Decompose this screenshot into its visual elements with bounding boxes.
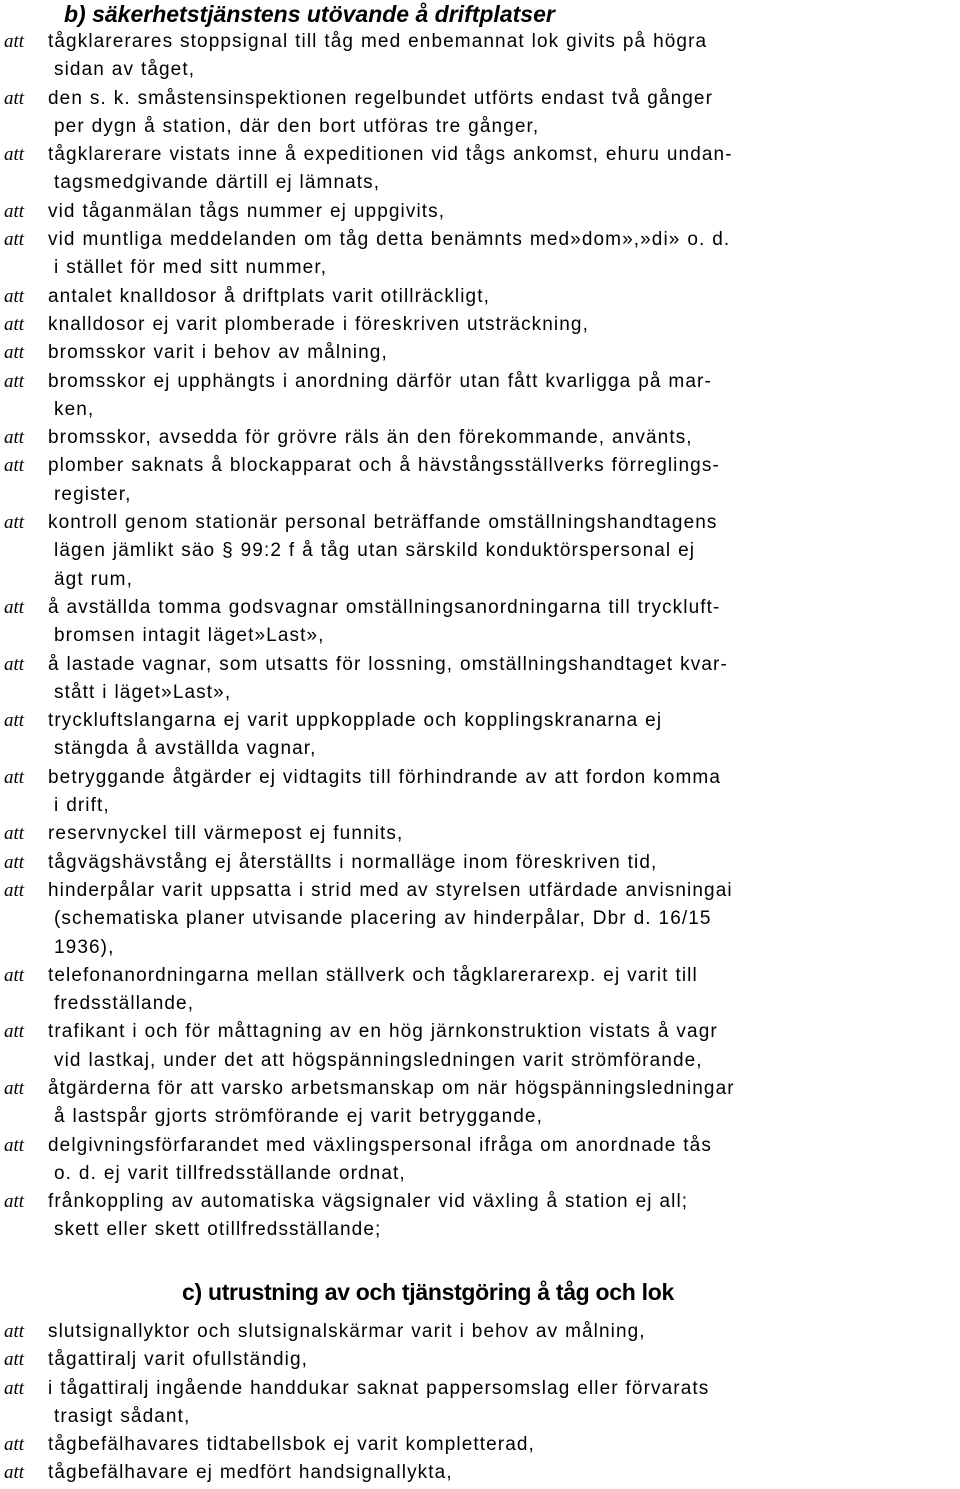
item-text [48, 1188, 956, 1245]
item-text [48, 707, 956, 764]
item-line: tågvägshävstång ej återställts i normalläge inom föreskriven tid, [48, 851, 658, 873]
item-line: o. d. ej varit tillfredsställande ordnat, [54, 1162, 406, 1184]
item-marker: att [4, 370, 25, 392]
item-text [48, 85, 956, 142]
list-item [0, 820, 960, 848]
item-line: tågattiralj varit ofullständig, [48, 1349, 309, 1371]
item-text [48, 198, 956, 226]
item-line: per dygn å station, där den bort utföras tre gånger, [54, 115, 540, 137]
list-item [0, 226, 960, 283]
item-line: åtgärderna för att varsko arbetsmanskap om när högspänningsledningar [48, 1077, 735, 1099]
section-c-list [0, 1318, 960, 1488]
list-item [0, 85, 960, 142]
item-line: vid muntliga meddelanden om tåg detta benämnts med»dom»,»di» o. d. [48, 229, 731, 251]
item-text [48, 1018, 956, 1075]
list-item [0, 849, 960, 877]
list-item [0, 594, 960, 651]
item-line: tagsmedgivande därtill ej lämnats, [54, 172, 381, 194]
list-item [0, 339, 960, 367]
item-marker: att [4, 285, 25, 307]
item-text [48, 509, 956, 594]
item-marker: att [4, 1321, 25, 1342]
item-line: delgivningsförfarandet med växlingspersonal ifråga om anordnade tås [48, 1134, 712, 1156]
item-marker: att [4, 31, 25, 52]
item-line: 1936), [54, 936, 115, 958]
item-line: knalldosor ej varit plomberade i föreskriven utsträckning, [48, 313, 589, 335]
item-line: telefonanordningarna mellan ställverk och tågklarerarexp. ej varit till [48, 964, 698, 986]
item-line: slutsignallyktor och slutsignalskärmar varit i behov av målning, [48, 1321, 646, 1342]
list-item [0, 311, 960, 339]
item-marker: att [4, 766, 25, 788]
item-line: å lastspår gjorts strömförande ej varit betryggande, [54, 1106, 543, 1128]
item-marker: att [4, 823, 25, 845]
list-item [0, 452, 960, 509]
item-line: ägt rum, [54, 568, 133, 590]
item-line: tågklarerare vistats inne å expeditionen vid tågs ankomst, ehuru undan- [48, 144, 733, 166]
item-line: trasigt sådant, [54, 1405, 191, 1427]
item-text [48, 820, 956, 848]
item-line: register, [54, 483, 132, 505]
list-item [0, 1459, 960, 1487]
item-line: å avställda tomma godsvagnar omställningsanordningarna till tryckluft- [48, 596, 721, 618]
item-marker: att [4, 1077, 25, 1099]
list-item [0, 1375, 960, 1432]
item-line: i stället för med sitt nummer, [54, 257, 328, 279]
item-line: hinderpålar varit uppsatta i strid med av styrelsen utfärdade anvisningai [48, 879, 733, 901]
item-line: tryckluftslangarna ej varit uppkopplade och kopplingskranarna ej [48, 710, 663, 732]
item-marker: att [4, 313, 25, 335]
item-marker: att [4, 1377, 25, 1399]
item-text [48, 651, 956, 708]
item-line: bromsskor ej upphängts i anordning därför utan fått kvarligga på mar- [48, 370, 712, 392]
item-line: bromsen intagit läget»Last», [54, 625, 325, 647]
item-line: stått i läget»Last», [54, 681, 232, 703]
item-line: i tågattiralj ingående handdukar saknat pappersomslag eller förvarats [48, 1377, 710, 1399]
list-item [0, 1431, 960, 1459]
item-marker: att [4, 144, 25, 166]
item-text [48, 28, 956, 85]
item-text [48, 1132, 956, 1189]
item-marker: att [4, 229, 25, 251]
item-marker: att [4, 455, 25, 477]
list-item [0, 962, 960, 1019]
item-line: antalet knalldosor å driftplats varit otillräckligt, [48, 285, 490, 307]
item-line: plomber saknats å blockapparat och å hävstångsställverks förreglings- [48, 455, 720, 477]
item-line: stängda å avställda vagnar, [54, 738, 317, 760]
list-item [0, 877, 960, 962]
item-text [48, 849, 956, 877]
item-marker: att [4, 964, 25, 986]
list-item [0, 424, 960, 452]
item-text [48, 594, 956, 651]
item-line: vid lastkaj, under det att högspänningsledningen varit strömförande, [54, 1049, 703, 1071]
item-text [48, 424, 956, 452]
item-line: bromsskor, avsedda för grövre räls än den förekommande, använts, [48, 427, 693, 449]
list-item [0, 28, 960, 85]
item-line: reservnyckel till värmepost ej funnits, [48, 823, 404, 845]
item-marker: att [4, 653, 25, 675]
item-line: den s. k. småstensinspektionen regelbundet utförts endast två gånger [48, 87, 713, 109]
item-marker: att [4, 1349, 25, 1371]
item-text [48, 452, 956, 509]
item-marker: att [4, 1134, 25, 1156]
list-item [0, 198, 960, 226]
item-marker: att [4, 512, 25, 534]
item-text [48, 311, 956, 339]
item-marker: att [4, 200, 25, 222]
item-marker: att [4, 342, 25, 364]
item-marker: att [4, 1021, 25, 1043]
list-item [0, 651, 960, 708]
list-item [0, 764, 960, 821]
item-line: kontroll genom stationär personal beträffande omställningshandtagens [48, 512, 718, 534]
item-line: (schematiska planer utvisande placering av hinderpålar, Dbr d. 16/15 [54, 908, 712, 930]
item-marker: att [4, 596, 25, 618]
item-marker: att [4, 879, 25, 901]
item-line: tågbefälhavares tidtabellsbok ej varit kompletterad, [48, 1434, 535, 1456]
item-text [48, 339, 956, 367]
item-text [48, 368, 956, 425]
item-line: trafikant i och för måttagning av en hög järnkonstruktion vistats å vagr [48, 1021, 718, 1043]
section-b-list [0, 28, 960, 1245]
item-marker: att [4, 710, 25, 732]
item-line: bromsskor varit i behov av målning, [48, 342, 388, 364]
list-item [0, 707, 960, 764]
list-item [0, 283, 960, 311]
list-item [0, 141, 960, 198]
item-text [48, 283, 956, 311]
section-c-heading: c) utrustning av och tjänstgöring å tåg och lok [182, 1279, 674, 1305]
item-line: å lastade vagnar, som utsatts för lossning, omställningshandtaget kvar- [48, 653, 728, 675]
section-b-heading: b) säkerhetstjänstens utövande å driftplatser [64, 1, 555, 27]
item-text [48, 1431, 956, 1459]
item-text [48, 141, 956, 198]
list-item [0, 509, 960, 594]
item-line: sidan av tåget, [54, 59, 196, 81]
item-line: lägen jämlikt säo § 99:2 f å tåg utan särskild konduktörspersonal ej [54, 540, 696, 562]
item-text [48, 962, 956, 1019]
item-text [48, 877, 956, 962]
item-marker: att [4, 1434, 25, 1456]
list-item [0, 1132, 960, 1189]
item-line: ken, [54, 398, 95, 420]
item-line: tågklarerares stoppsignal till tåg med enbemannat lok givits på högra [48, 31, 708, 52]
item-text [48, 764, 956, 821]
item-line: tågbefälhavare ej medfört handsignallykta, [48, 1462, 453, 1484]
item-text [48, 226, 956, 283]
list-item [0, 1346, 960, 1374]
list-item [0, 1018, 960, 1075]
item-line: skett eller skett otillfredsställande; [54, 1219, 382, 1241]
item-text [48, 1346, 956, 1374]
item-text [48, 1318, 956, 1346]
item-line: betryggande åtgärder ej vidtagits till förhindrande av att fordon komma [48, 766, 721, 788]
item-line: i drift, [54, 795, 110, 817]
list-item [0, 368, 960, 425]
item-marker: att [4, 1191, 25, 1213]
item-line: fredsställande, [54, 993, 195, 1015]
item-text [48, 1459, 956, 1487]
item-line: frånkoppling av automatiska vägsignaler vid växling å station ej all; [48, 1191, 689, 1213]
item-line: vid tåganmälan tågs nummer ej uppgivits, [48, 200, 446, 222]
item-marker: att [4, 87, 25, 109]
item-marker: att [4, 427, 25, 449]
item-text [48, 1375, 956, 1432]
item-marker: att [4, 851, 25, 873]
list-item [0, 1188, 960, 1245]
list-item [0, 1075, 960, 1132]
item-text [48, 1075, 956, 1132]
item-marker: att [4, 1462, 25, 1484]
list-item [0, 1318, 960, 1346]
